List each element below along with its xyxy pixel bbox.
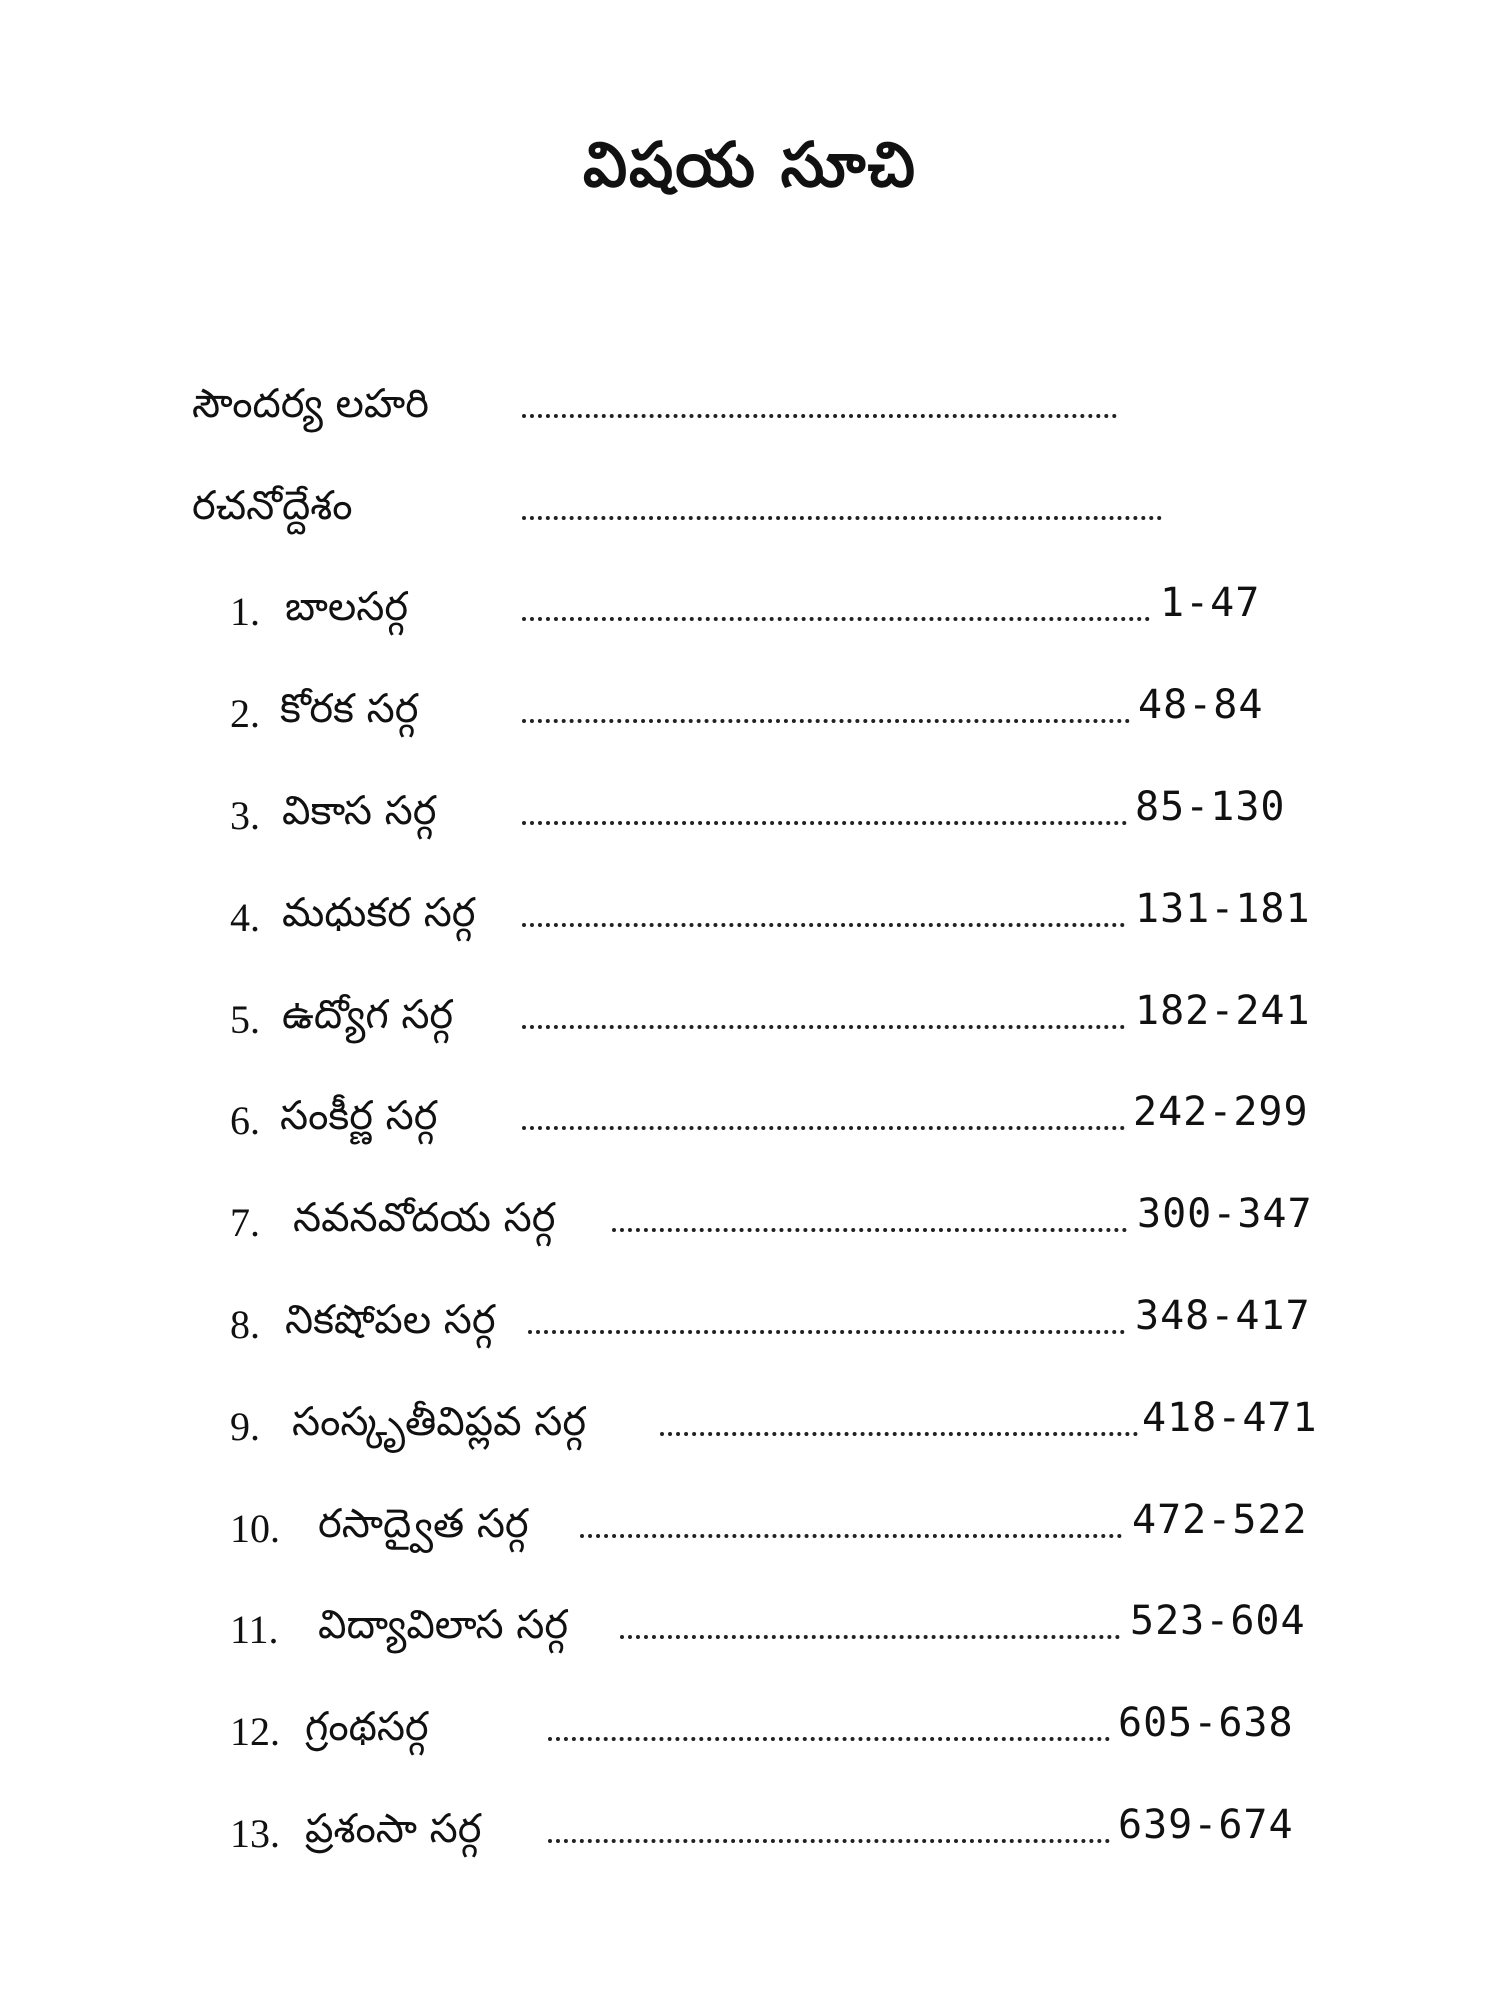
dot-leader xyxy=(522,719,1130,723)
toc-entry xyxy=(0,1495,1500,1565)
toc-entry xyxy=(0,1087,1500,1157)
entry-pages: 472-522 xyxy=(1132,1497,1308,1543)
entry-number: 11. xyxy=(230,1607,279,1652)
dot-leader xyxy=(548,1839,1110,1843)
entry-number: 9. xyxy=(230,1404,260,1449)
toc-entry xyxy=(0,1698,1500,1768)
dot-leader xyxy=(548,1737,1110,1741)
entry-label: రచనోద్దేశం xyxy=(192,483,353,529)
entry-number: 7. xyxy=(230,1200,260,1245)
entry-pages: 131-181 xyxy=(1135,886,1311,932)
entry-label: నవనవోదయ సర్గ xyxy=(293,1195,556,1241)
entry-pages: 418-471 xyxy=(1142,1395,1318,1441)
entry-pages: 639-674 xyxy=(1118,1802,1294,1848)
dot-leader xyxy=(522,617,1150,621)
entry-label: కోరక సర్గ xyxy=(280,686,419,732)
entry-label: బాలసర్గ xyxy=(285,584,409,630)
entry-pages: 523-604 xyxy=(1130,1598,1306,1644)
dot-leader xyxy=(660,1432,1138,1436)
dot-leader xyxy=(522,1025,1125,1029)
toc-entry xyxy=(0,782,1500,852)
entry-number: 8. xyxy=(230,1302,260,1347)
dot-leader xyxy=(522,414,1117,418)
toc-entry xyxy=(0,680,1500,750)
entry-label: రసాద్వైత సర్గ xyxy=(318,1501,529,1547)
entry-pages: 1-47 xyxy=(1160,580,1261,626)
entry-label: ప్రశంసా సర్గ xyxy=(305,1806,482,1852)
entry-number: 6. xyxy=(230,1098,260,1143)
entry-label: సంస్కృతీవిప్లవ సర్గ xyxy=(292,1399,587,1445)
entry-pages: 242-299 xyxy=(1133,1089,1309,1135)
entry-pages: 300-347 xyxy=(1137,1191,1313,1237)
toc-entry xyxy=(0,1800,1500,1870)
dot-leader xyxy=(620,1635,1120,1639)
entry-pages: 48-84 xyxy=(1138,682,1264,728)
toc-entry xyxy=(0,1393,1500,1463)
dot-leader xyxy=(528,1330,1125,1334)
dot-leader xyxy=(522,923,1125,927)
toc-entry xyxy=(0,986,1500,1056)
dot-leader xyxy=(522,516,1162,520)
dot-leader xyxy=(612,1228,1127,1232)
entry-pages: 182-241 xyxy=(1135,988,1311,1034)
entry-label: గ్రంథసర్గ xyxy=(305,1704,429,1750)
entry-number: 2. xyxy=(230,691,260,736)
toc-entry xyxy=(0,1291,1500,1361)
dot-leader xyxy=(522,1126,1125,1130)
toc-entry xyxy=(0,477,1500,547)
entry-label: మధుకర సర్గ xyxy=(282,890,476,936)
entry-number: 12. xyxy=(230,1709,280,1754)
entry-number: 10. xyxy=(230,1506,280,1551)
entry-number: 1. xyxy=(230,589,260,634)
entry-number: 3. xyxy=(230,793,260,838)
entry-pages: 348-417 xyxy=(1135,1293,1311,1339)
entry-label: వికాస సర్గ xyxy=(282,788,437,834)
toc-entry xyxy=(0,1596,1500,1666)
dot-leader xyxy=(580,1534,1122,1538)
entry-number: 5. xyxy=(230,997,260,1042)
entry-pages: 85-130 xyxy=(1135,784,1286,830)
toc-entry xyxy=(0,578,1500,648)
entry-label: సంకీర్ణ సర్గ xyxy=(280,1093,438,1139)
entry-pages: 605-638 xyxy=(1118,1700,1294,1746)
entry-label: నికషోపల సర్గ xyxy=(285,1297,496,1343)
entry-label: ఉద్యోగ సర్గ xyxy=(282,992,454,1038)
entry-label: విద్యావిలాస సర్గ xyxy=(318,1602,569,1648)
toc-entry xyxy=(0,1189,1500,1259)
entry-number: 13. xyxy=(230,1811,280,1856)
toc-entry xyxy=(0,375,1500,445)
page-title: విషయ సూచి xyxy=(582,128,918,201)
entry-label: సౌందర్య లహరి xyxy=(192,381,429,427)
dot-leader xyxy=(522,821,1127,825)
toc-entry xyxy=(0,884,1500,954)
entry-number: 4. xyxy=(230,895,260,940)
